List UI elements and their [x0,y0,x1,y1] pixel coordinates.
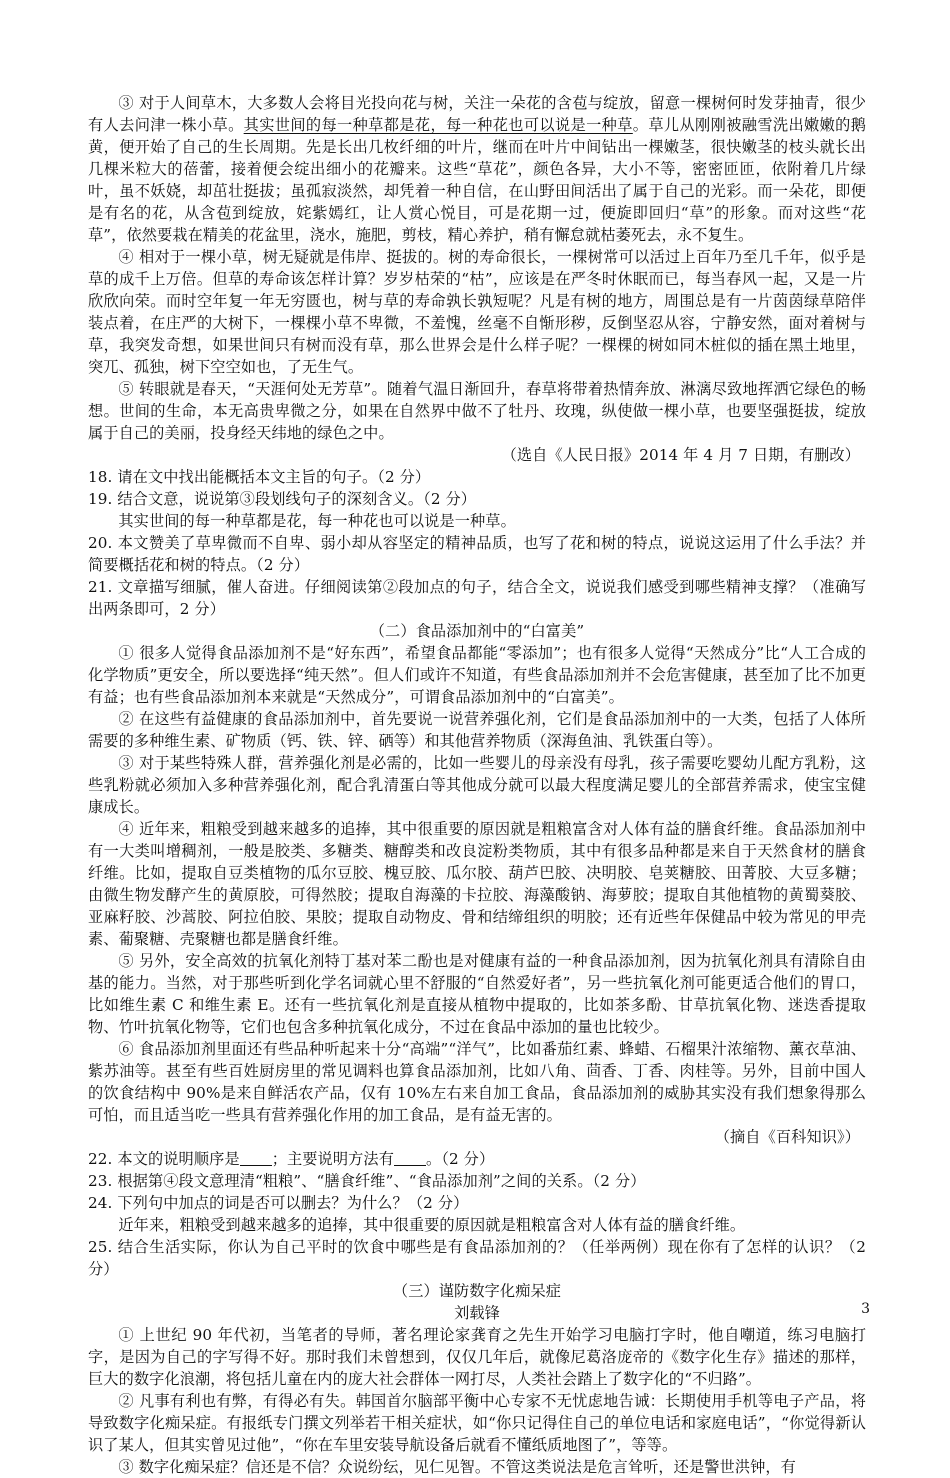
section-2-title: （二）食品添加剂中的“白富美” [369,622,585,640]
document-page [88,92,866,1478]
question-19-quote: 其实世间的每一种草都是花，每一种花也可以说是一种草。 [118,512,516,530]
question-25: 25. 结合生活实际，你认为自己平时的饮食中哪些是有食品添加剂的？（任举两例）现在你有了怎样的认识？（2 分） [88,1238,866,1278]
q22-text-a: 22. 本文的说明顺序是 [88,1150,240,1168]
page-number: 3 [861,1301,870,1317]
section-3-author: 刘载锋 [454,1304,500,1322]
question-23: 23. 根据第④段文意理清“粗粮”、“膳食纤维”、“食品添加剂”之间的关系。（2 分） [88,1172,646,1190]
s1-paragraph-4: ④ 相对于一棵小草，树无疑就是伟岸、挺拔的。树的寿命很长，一棵树常可以活过上百年乃至几千年，似乎是草的成千上万倍。但草的寿命该怎样计算？岁岁枯荣的“枯”，应该是在严冬时休眠而已，每当春风一起，又是一片欣欣向荣。而时空年复一年无穷匮也，树与草的寿命孰长孰短呢？凡是有树的地方，周围总是有一片茵茵绿草陪伴装点着，在庄严的大树下，一棵棵小草不卑微，不羞愧，丝毫不自惭形秽，反倒坚忍从容，宁静安然，面对着树与草，我突发奇想，如果世间只有树而没有草，那么世界会是什么样子呢？一棵棵的树如同木桩似的插在黑土地里，突兀、孤独，树下空空如也，了无生气。 [88,248,866,376]
question-24: 24. 下列句中加点的词是否可以删去？为什么？（2 分） [88,1194,469,1212]
s1-paragraph-5: ⑤ 转眼就是春天，“天涯何处无芳草”。随着气温日渐回升，春草将带着热情奔放、淋漓尽致地挥洒它绿色的畅想。世间的生命，本无高贵卑微之分，如果在自然界中做不了牡丹、玫瑰，纵使做一棵小草，也要坚强挺拔，绽放属于自己的美丽，投身经天纬地的绿色之中。 [88,380,866,442]
s2-source-line: （摘自《百科知识》） [714,1128,860,1146]
s2-paragraph-3: ③ 对于某些特殊人群，营养强化剂是必需的，比如一些婴儿的母亲没有母乳，孩子需要吃婴幼儿配方乳粉，这些乳粉就必须加入多种营养强化剂，配合乳清蛋白等其他成分就可以最大程度满足婴儿的全部营养需求，使宝宝健康成长。 [88,754,866,816]
s3-paragraph-2: ② 凡事有利也有弊，有得必有失。韩国首尔脑部平衡中心专家不无忧虑地告诫：长期使用手机等电子产品，将导致数字化痴呆症。有报纸专门撰文列举若干相关症状，如“你只记得住自己的单位电话和家庭电话”，“你觉得新认识了某人，但其实曾见过他”，“你在车里安装导航设备后就看不懂纸质地图了”，等等。 [88,1392,866,1454]
s3-paragraph-1: ① 上世纪 90 年代初，当笔者的导师，著名理论家龚育之先生开始学习电脑打字时，他自嘲道，练习电脑打字，是因为自己的字写得不好。那时我们未曾想到，仅仅几年后，就像尼葛洛庞帝的《数字化生存》描述的那样，巨大的数字化浪潮，将包括儿童在内的庞大社会群体一网打尽，人类社会踏上了数字化的“不归路”。 [88,1326,866,1388]
q22-text-c: 。（2 分） [426,1150,495,1168]
question-22 [88,1148,866,1170]
section-3-title: （三）谨防数字化痴呆症 [392,1282,562,1300]
s1-p3-text-b: 。草儿从刚刚被融雪洗出嫩嫩的鹅黄，便开始了自己的生长周期。先是长出几枚纤细的叶片，继而在叶片中间钻出一棵嫩茎，很快嫩茎的枝头就长出几棵米粒大的蓓蕾，接着便会绽出细小的花瓣来。这些“草花”，颜色各异，大小不等，密密匝匝，依附着几片绿叶，虽不妖娆，却茁壮挺拔；虽孤寂淡然，却凭着一种自信，在山野田间活出了属于自己的光彩。而一朵花，即便是有名的花，从含苞到绽放，姹紫嫣红，让人赏心悦目，可是花期一过，便旋即回归“草”的形象。而对这些“花草”，依然要栽在精美的花盆里，浇水，施肥，剪枝，精心养护，稍有懈怠就枯萎死去，永不复生。 [88,116,867,244]
question-18: 18. 请在文中找出能概括本文主旨的句子。（2 分） [88,468,431,486]
s2-paragraph-2: ② 在这些有益健康的食品添加剂中，首先要说一说营养强化剂，它们是食品添加剂中的一大类，包括了人体所需要的多种维生素、矿物质（钙、铁、锌、硒等）和其他营养物质（深海鱼油、乳铁蛋白等）。 [88,710,866,750]
s3-paragraph-3: ③ 数字化痴呆症？信还是不信？众说纷纭，见仁见智。不管这类说法是危言耸听，还是警世洪钟，有 [118,1458,796,1476]
question-19: 19. 结合文意，说说第③段划线句子的深刻含义。（2 分） [88,490,477,508]
s1-p3-text-a: ③ 对于人间草木，大多数人会将目光投向花与树，关注一朵花的含苞与绽放，留意一棵树何时发芽抽青，很少有人去问津一株小草。 [88,94,866,134]
s2-paragraph-4: ④ 近年来，粗粮受到越来越多的追捧，其中很重要的原因就是粗粮富含对人体有益的膳食纤维。食品添加剂中有一大类叫增稠剂，一般是胶类、多糖类、糖醇类和改良淀粉类物质，其中有很多品种都是来自于天然食材的膳食纤维。比如，提取自豆类植物的瓜尔豆胶、槐豆胶、瓜尔胶、葫芦巴胶、决明胶、皂荚糖胶、田菁胶、大豆多糖；由微生物发酵产生的黄原胶，可得然胶；提取自海藻的卡拉胶、海藻酸钠、海萝胶；提取自其他植物的黄蜀葵胶、亚麻籽胶、沙蒿胶、阿拉伯胶、果胶；提取自动物皮、骨和结缔组织的明胶；还有近些年保健品中较为常见的甲壳素、葡聚糖、壳聚糖也都是膳食纤维。 [88,820,866,948]
question-24-quote: 近年来，粗粮受到越来越多的追捧，其中很重要的原因就是粗粮富含对人体有益的膳食纤维。 [118,1216,746,1234]
s2-paragraph-1: ① 很多人觉得食品添加剂不是“好东西”，希望食品都能“零添加”；也有很多人觉得“天然成分”比“人工合成的化学物质”更安全，所以要选择“纯天然”。但人们或许不知道，有些食品添加剂并不会危害健康，甚至加了比不加更有益；也有些食品添加剂本来就是“天然成分”，可谓食品添加剂中的“白富美”。 [88,644,866,706]
q22-answer-blank-2[interactable] [394,1149,426,1166]
question-21: 21. 文章描写细腻，催人奋进。仔细阅读第②段加点的句子，结合全文，说说我们感受到哪些精神支撑？（准确写出两条即可，2 分） [88,578,866,618]
q22-text-b: ；主要说明方法有 [271,1150,394,1168]
question-20: 20. 本文赞美了草卑微而不自卑、弱小却从容坚定的精神品质，也写了花和树的特点，说说这运用了什么手法？并简要概括花和树的特点。（2 分） [88,534,866,574]
q22-answer-blank-1[interactable] [240,1149,272,1166]
s2-paragraph-5: ⑤ 另外，安全高效的抗氧化剂特丁基对苯二酚也是对健康有益的一种食品添加剂，因为抗氧化剂具有清除自由基的能力。当然，对于那些听到化学名词就心里不舒服的“自然爱好者”，另一些抗氧化剂可能更适合他们的胃口，比如维生素 C 和维生素 E。还有一些抗氧化剂是直接从植物中提取的，比如茶多酚、甘草抗氧化物、迷迭香提取物、竹叶抗氧化物等，它们也包含多种抗氧化成分，不过在食品中添加的量也比较少。 [88,952,866,1036]
s1-p3-underlined-sentence: 其实世间的每一种草都是花，每一种花也可以说是一种草 [243,116,633,134]
s1-source-line: （选自《人民日报》2014 年 4 月 7 日期，有删改） [501,446,860,464]
s1-paragraph-3 [88,92,866,246]
s2-paragraph-6: ⑥ 食品添加剂里面还有些品种听起来十分“高端”“洋气”，比如番茄红素、蜂蜡、石榴果汁浓缩物、薰衣草油、紫苏油等。甚至有些百姓厨房里的常见调料也算食品添加剂，比如八角、茴香、丁香、肉桂等。另外，目前中国人的饮食结构中 90%是来自鲜活农产品，仅有 10%左右来自加工食品，食品添加剂的威胁其实没有我们想象得那么可怕，而且适当吃一些具有营养强化作用的加工食品，是有益无害的。 [88,1040,866,1124]
